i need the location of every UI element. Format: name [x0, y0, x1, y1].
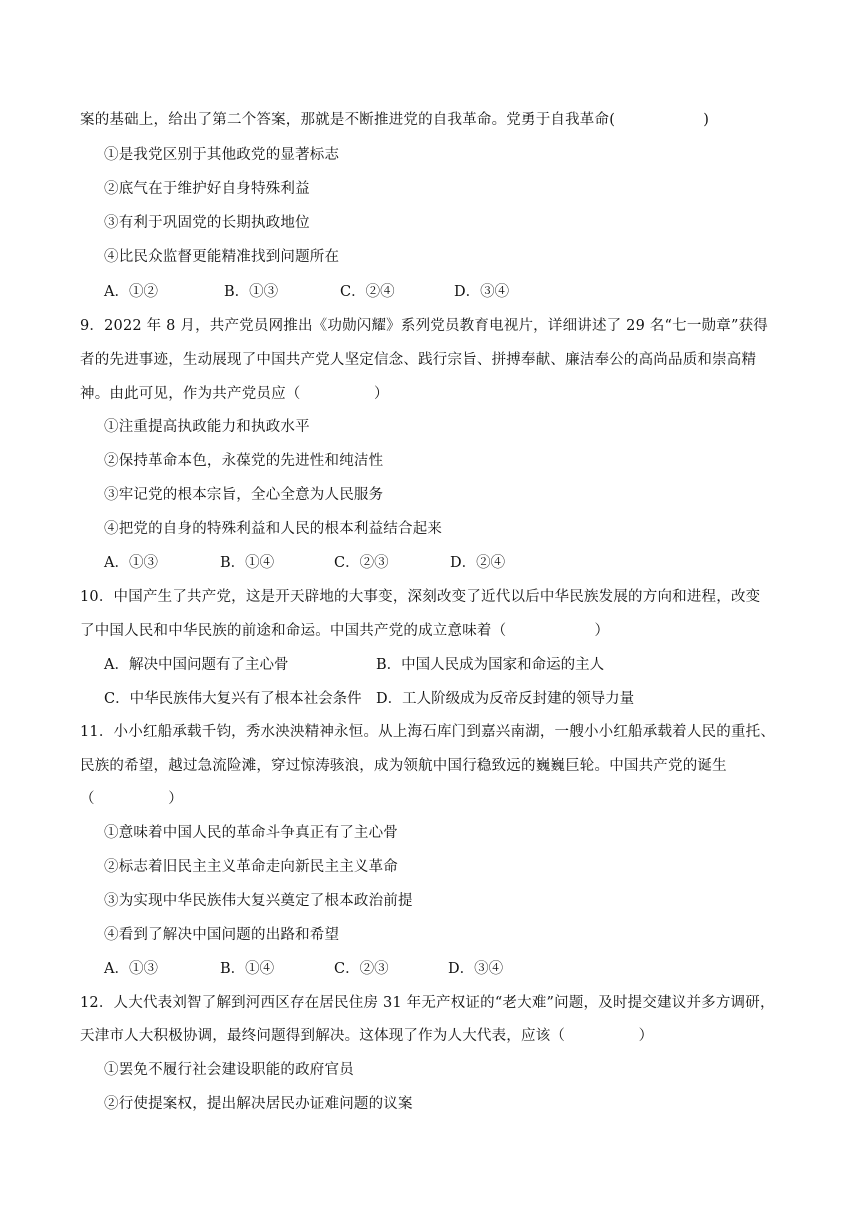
q11-option-a: A．①③: [104, 961, 158, 977]
q8-stem-tail: 案的基础上，给出了第二个答案，那就是不断推进党的自我革命。党勇于自我革命( ): [80, 112, 710, 128]
q11-statement-3: ③为实现中华民族伟大复兴奠定了根本政治前提: [104, 893, 413, 909]
q11-statement-1: ①意味着中国人民的革命斗争真正有了主心骨: [104, 825, 398, 841]
q9-statement-3: ③牢记党的根本宗旨，全心全意为人民服务: [104, 487, 384, 503]
q9-statement-4: ④把党的自身的特殊利益和人民的根本利益结合起来: [104, 521, 443, 537]
q8-statement-4: ④比民众监督更能精准找到问题所在: [104, 249, 340, 265]
q10-stem-line-1: 10．中国产生了共产党，这是开天辟地的大事变，深刻改变了近代以后中华民族发展的方向和进程，改变: [80, 589, 761, 605]
q9-stem-line-2: 者的先进事迹，生动展现了中国共产党人坚定信念、践行宗旨、拼搏奉献、廉洁奉公的高尚品质和崇高精: [80, 352, 757, 368]
q9-statement-1: ①注重提高执政能力和执政水平: [104, 419, 310, 435]
q11-statement-4: ④看到了解决中国问题的出路和希望: [104, 927, 340, 943]
q8-statement-2: ②底气在于维护好自身特殊利益: [104, 181, 310, 197]
q12-stem-line-2: 天津市人大积极协调，最终问题得到解决。这体现了作为人大代表，应该（ ）: [80, 1028, 654, 1044]
q10-option-d: D．工人阶级成为反帝反封建的领导力量: [376, 691, 635, 707]
q11-stem-line-3: （ ）: [80, 791, 183, 807]
q8-statement-3: ③有利于巩固党的长期执政地位: [104, 215, 310, 231]
q8-option-a: A．①②: [104, 284, 158, 300]
q11-stem-line-2: 民族的希望，越过急流险滩，穿过惊涛骇浪，成为领航中国行稳致远的巍巍巨轮。中国共产党的诞生: [80, 758, 727, 774]
q10-option-a: A．解决中国问题有了主心骨: [104, 657, 289, 673]
q9-stem-line-3: 神。由此可见，作为共产党员应（ ）: [80, 386, 389, 402]
q9-option-a: A．①③: [104, 555, 158, 571]
q8-option-b: B．①③: [224, 284, 279, 300]
q10-option-b: B．中国人民成为国家和命运的主人: [376, 657, 605, 673]
q11-option-c: C．②③: [334, 961, 389, 977]
q9-option-b: B．①④: [220, 555, 275, 571]
q11-option-b: B．①④: [220, 961, 275, 977]
q12-statement-1: ①罢免不履行社会建设职能的政府官员: [104, 1062, 354, 1078]
q8-statement-1: ①是我党区别于其他政党的显著标志: [104, 147, 340, 163]
q9-option-d: D．②④: [450, 555, 506, 571]
q9-option-c: C．②③: [334, 555, 389, 571]
q11-statement-2: ②标志着旧民主主义革命走向新民主主义革命: [104, 859, 398, 875]
q9-stem-line-1: 9．2022 年 8 月，共产党员网推出《功勋闪耀》系列党员教育电视片，详细讲述了 29 名“七一勋章”获得: [80, 318, 768, 334]
q12-statement-2: ②行使提案权，提出解决居民办证难问题的议案: [104, 1096, 413, 1112]
q10-stem-line-2: 了中国人民和中华民族的前途和命运。中国共产党的成立意味着（ ）: [80, 623, 610, 639]
q8-option-c: C．②④: [340, 284, 395, 300]
q11-option-d: D．③④: [448, 961, 504, 977]
q9-statement-2: ②保持革命本色，永葆党的先进性和纯洁性: [104, 453, 384, 469]
q11-stem-line-1: 11．小小红船承载千钧，秀水泱泱精神永恒。从上海石库门到嘉兴南湖，一艘小小红船承载着人民的重托、: [80, 724, 776, 740]
q8-option-d: D．③④: [454, 284, 510, 300]
q12-stem-line-1: 12．人大代表刘智了解到河西区存在居民住房 31 年无产权证的“老大难”问题，及时提交建议并多方调研，: [80, 995, 775, 1011]
q10-option-c: C．中华民族伟大复兴有了根本社会条件: [104, 691, 362, 707]
